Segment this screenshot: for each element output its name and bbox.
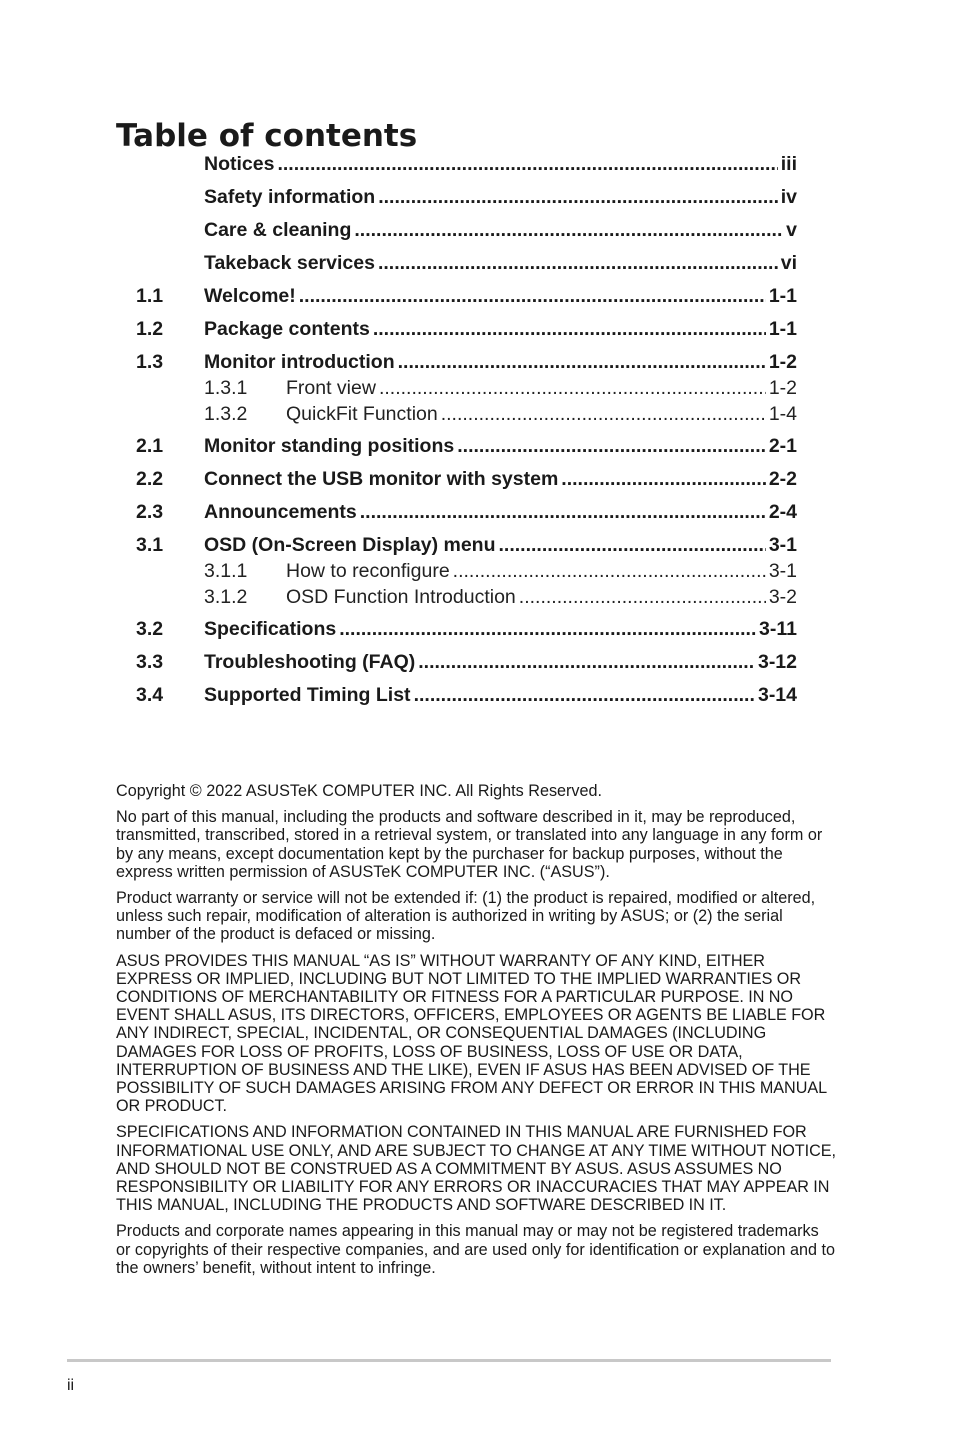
toc-entry-2-3[interactable] — [136, 501, 797, 524]
dot-leader — [379, 377, 766, 400]
toc-number: 2.1 — [136, 435, 164, 457]
dot-leader — [453, 560, 766, 583]
toc-page: 3-1 — [768, 560, 797, 582]
toc-entry-3-1[interactable] — [136, 534, 797, 557]
dot-leader — [339, 618, 756, 641]
dot-leader — [441, 403, 766, 426]
toc-label: Connect the USB monitor with system — [204, 468, 559, 490]
toc-label: OSD (On-Screen Display) menu — [204, 534, 496, 556]
toc-page: 3-14 — [757, 684, 797, 706]
reproduction-notice: No part of this manual, including the products and software described in it, may be reproduced, transmitted, transcribed, stored in a retrieval system, or translated into any language in any form or by any means, except documentation kept by the purchaser for backup purposes, without the express written permission of ASUSTeK COMPUTER INC. (“ASUS”). — [116, 808, 823, 881]
toc-entry-3-3[interactable] — [136, 651, 797, 674]
toc-page: 3-1 — [768, 534, 797, 556]
toc-entry-safety-information[interactable] — [136, 186, 797, 209]
toc-page: v — [786, 219, 797, 241]
legal-notice — [116, 782, 836, 1285]
toc-label: Troubleshooting (FAQ) — [204, 651, 416, 673]
toc-label: Supported Timing List — [204, 684, 411, 706]
toc-entry-notices[interactable] — [136, 153, 797, 176]
toc-label: Safety information — [204, 186, 376, 208]
toc-page: 3-2 — [768, 586, 797, 608]
toc-page: 1-4 — [768, 403, 797, 425]
toc-entry-1-2[interactable] — [136, 318, 797, 341]
toc-page: 3-12 — [757, 651, 797, 673]
toc-entry-3-1-1[interactable] — [136, 560, 797, 583]
dot-leader — [378, 252, 778, 275]
toc-page: 2-4 — [768, 501, 797, 523]
page-number: ii — [67, 1377, 75, 1394]
dot-leader — [398, 351, 766, 374]
dot-leader — [378, 186, 778, 209]
toc-entry-3-2[interactable] — [136, 618, 797, 641]
dot-leader — [354, 219, 783, 242]
toc-entry-3-1-2[interactable] — [136, 586, 797, 609]
toc-number: 3.1.1 — [204, 560, 248, 582]
dot-leader — [373, 318, 766, 341]
toc-label: QuickFit Function — [286, 403, 438, 425]
toc-entry-1-3[interactable] — [136, 351, 797, 374]
toc-label: Notices — [204, 153, 275, 175]
toc-label: Front view — [286, 377, 376, 399]
toc-label: Takeback services — [204, 252, 375, 274]
toc-page: 2-2 — [768, 468, 797, 490]
toc-number: 3.1.2 — [204, 586, 248, 608]
toc-number: 2.3 — [136, 501, 164, 523]
toc-page: 1-2 — [768, 377, 797, 399]
toc-label: How to reconfigure — [286, 560, 450, 582]
toc-entry-care-cleaning[interactable] — [136, 219, 797, 242]
toc-entry-2-2[interactable] — [136, 468, 797, 491]
dot-leader — [277, 153, 777, 176]
toc-page: 1-1 — [768, 318, 797, 340]
toc-page: iii — [780, 153, 797, 175]
dot-leader — [457, 435, 766, 458]
toc-label: Announcements — [204, 501, 357, 523]
toc-entry-1-3-2[interactable] — [136, 403, 797, 426]
toc-number: 3.4 — [136, 684, 164, 706]
toc-entry-takeback-services[interactable] — [136, 252, 797, 275]
toc-page: vi — [780, 252, 797, 274]
toc-label: Package contents — [204, 318, 370, 340]
toc-label: Specifications — [204, 618, 337, 640]
toc-page: 3-11 — [759, 618, 797, 640]
footer-divider — [67, 1359, 831, 1362]
toc-label: Monitor introduction — [204, 351, 395, 373]
dot-leader — [360, 501, 766, 524]
dot-leader — [414, 684, 755, 707]
toc-number: 3.3 — [136, 651, 164, 673]
toc-entry-2-1[interactable] — [136, 435, 797, 458]
dot-leader — [299, 285, 766, 308]
toc-label: Care & cleaning — [204, 219, 352, 241]
toc-page: 1-1 — [768, 285, 797, 307]
toc-entry-3-4[interactable] — [136, 684, 797, 707]
toc-number: 1.3 — [136, 351, 164, 373]
dot-leader — [561, 468, 766, 491]
dot-leader — [418, 651, 755, 674]
toc-number: 3.1 — [136, 534, 164, 556]
toc-number: 1.1 — [136, 285, 164, 307]
copyright-line: Copyright © 2022 ASUSTeK COMPUTER INC. All Rights Reserved. — [116, 782, 603, 800]
toc-page: 1-2 — [768, 351, 797, 373]
dot-leader — [519, 586, 766, 609]
toc-entry-1-3-1[interactable] — [136, 377, 797, 400]
page-title: Table of contents — [116, 118, 418, 154]
table-of-contents — [136, 150, 797, 707]
toc-page: 2-1 — [768, 435, 797, 457]
toc-number: 1.3.2 — [204, 403, 248, 425]
dot-leader — [498, 534, 765, 557]
toc-number: 1.2 — [136, 318, 164, 340]
toc-label: Monitor standing positions — [204, 435, 455, 457]
toc-number: 2.2 — [136, 468, 164, 490]
toc-entry-1-1[interactable] — [136, 285, 797, 308]
toc-page: iv — [780, 186, 797, 208]
trademark-notice: Products and corporate names appearing in this manual may or may not be registered trademarks or copyrights of their respective companies, and are used only for identification or explanation and to the owners’ benefit, without intent to infringe. — [116, 1222, 835, 1277]
toc-label: Welcome! — [204, 285, 296, 307]
disclaimer-notice: ASUS PROVIDES THIS MANUAL “AS IS” WITHOUT WARRANTY OF ANY KIND, EITHER EXPRESS OR IMPLIED, INCLUDING BUT NOT LIMITED TO THE IMPLIED WARRANTIES OR CONDITIONS OF MERCHANTABILITY OR FITNESS FOR A PARTICULAR PURPOSE. IN NO EVENT SHALL ASUS, ITS DIRECTORS, OFFICERS, EMPLOYEES OR AGENTS BE LIABLE FOR ANY INDIRECT, SPECIAL, INCIDENTAL, OR CONSEQUENTIAL DAMAGES (INCLUDING DAMAGES FOR LOSS OF PROFITS, LOSS OF BUSINESS, LOSS OF USE OR DATA, INTERRUPTION OF BUSINESS AND THE LIKE), EVEN IF ASUS HAS BEEN ADVISED OF THE POSSIBILITY OF SUCH DAMAGES ARISING FROM ANY DEFECT OR ERROR IN THIS MANUAL OR PRODUCT. — [116, 951, 827, 1116]
specifications-notice: SPECIFICATIONS AND INFORMATION CONTAINED IN THIS MANUAL ARE FURNISHED FOR INFORMATIONAL USE ONLY, AND ARE SUBJECT TO CHANGE AT ANY TIME WITHOUT NOTICE, AND SHOULD NOT BE CONSTRUED AS A COMMITMENT BY ASUS. ASUS ASSUMES NO RESPONSIBILITY OR LIABILITY FOR ANY ERRORS OR INACCURACIES THAT MAY APPEAR IN THIS MANUAL, INCLUDING THE PRODUCTS AND SOFTWARE DESCRIBED IN IT. — [116, 1123, 836, 1215]
toc-number: 1.3.1 — [204, 377, 248, 399]
toc-number: 3.2 — [136, 618, 164, 640]
toc-label: OSD Function Introduction — [286, 586, 516, 608]
warranty-notice: Product warranty or service will not be extended if: (1) the product is repaired, modified or altered, unless such repair, modification of alteration is authorized in writing by ASUS; or (2) the serial number of the product is defaced or missing. — [116, 889, 816, 944]
